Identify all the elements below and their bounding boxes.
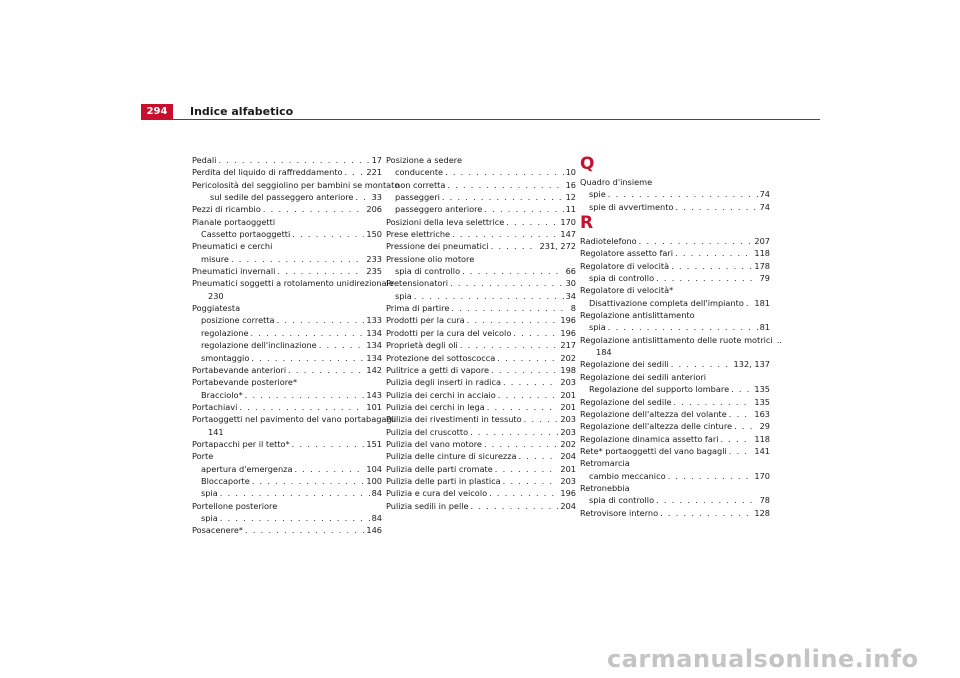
index-entry [386,438,576,450]
dot-leader [639,235,753,247]
index-heading: Pneumatici e cerchi [192,241,273,252]
index-entry-text: Radiotelefono [580,236,637,247]
index-entry [192,203,382,215]
index-heading: Retromarcia [580,458,630,469]
index-heading: Regolatore di velocità* [580,285,674,296]
index-entry [192,265,382,277]
dot-leader [513,327,558,339]
index-entry [192,438,382,450]
dot-leader [484,203,563,215]
index-entry [192,401,382,413]
dot-leader [218,154,369,166]
index-entry-text: Pulizia del vano motore [386,438,482,449]
index-heading: Quadro d'insieme [580,177,653,187]
index-entry-text: Prodotti per la cura [386,315,465,326]
index-entry-page: 196 [560,315,576,326]
index-entry [386,352,576,364]
index-entry [192,314,382,326]
index-entry-page: 141 [754,445,770,456]
index-entry-page: .. [776,334,782,345]
index-entry-page: 204 [560,500,576,511]
index-entry [386,191,576,203]
index-entry-text: Pulizia e cura del veicolo [386,488,488,499]
index-entry-text: sul sedile del passeggero anteriore [210,192,354,203]
dot-leader [495,463,559,475]
index-entry-text: spia [201,512,218,523]
index-entry-text: Pneumatici invernali [192,266,276,277]
page-number: 294 [141,104,173,120]
index-column-2 [386,154,576,512]
index-entry-page: 134 [366,340,382,351]
index-entry-page: 201 [560,401,576,412]
index-heading: Portabevande posteriore* [192,377,298,388]
index-entry [192,389,382,401]
index-entry [192,463,382,475]
index-heading: 184 [596,347,612,358]
index-entry [580,247,770,259]
index-entry-text: Bracciolo* [201,389,243,400]
index-entry [192,166,382,178]
index-entry [386,413,576,425]
index-heading: 230 [208,290,224,301]
index-entry-page: 151 [366,438,382,449]
index-entry [386,475,576,487]
index-entry [192,191,382,203]
index-entry-page: 135 [754,384,770,395]
index-entry-page: 203 [560,426,576,437]
index-entry [580,420,770,432]
index-entry [580,334,782,346]
index-entry-text: spie di avvertimento [589,201,674,212]
index-entry [386,500,576,512]
index-entry-page: 84 [371,488,382,499]
index-heading: Regolazione antislittamento [580,310,695,321]
index-entry-text: passeggero anteriore [395,204,483,215]
index-heading: Pressione olio motore [386,253,475,264]
dot-leader [487,401,559,413]
index-entry-text: Portabevande anteriori [192,364,287,375]
index-entry [386,339,576,351]
index-entry-page: 11 [565,204,576,215]
index-entry-text: Regolazione dei sedili [580,359,669,370]
index-entry-page: 128 [754,507,770,518]
index-entry-page: 202 [560,438,576,449]
index-heading: Pneumatici soggetti a rotolamento unidirezionale [192,278,394,289]
index-heading: Retronebbia [580,482,630,493]
index-entry-text: Prodotti per la cura del veicolo [386,327,512,338]
dot-leader [220,512,370,524]
index-entry [580,321,770,333]
index-entry-page: 78 [759,495,770,506]
index-entry [386,314,576,326]
index-entry-page: 206 [366,204,382,215]
watermark: carmanualsonline.info [607,645,919,673]
index-entry-text: posizione corretta [201,315,275,326]
index-entry-text: Bloccaporte [201,475,250,486]
dot-leader [294,463,364,475]
index-entry [580,494,770,506]
index-entry [386,240,576,252]
index-entry-page: 74 [759,201,770,212]
index-entry-page: 201 [560,463,576,474]
index-entry-text: Cassetto portaoggetti [201,229,291,240]
index-entry [386,450,576,462]
dot-leader [671,260,752,272]
index-entry-page: 8 [570,303,576,314]
dot-leader [484,438,558,450]
index-heading: Portaoggetti nel pavimento del vano portabagagli [192,414,397,425]
index-entry [192,524,382,536]
index-entry-page: 203 [560,377,576,388]
index-entry-page: 66 [565,266,576,277]
index-entry-page: 100 [366,475,382,486]
index-entry-page: 101 [366,401,382,412]
dot-leader [414,290,564,302]
index-entry-page: 84 [371,512,382,523]
index-entry-page: 235 [366,266,382,277]
index-entry-page: 207 [754,236,770,247]
index-entry-text: Protezione del sottoscocca [386,352,496,363]
index-entry-page: 196 [560,488,576,499]
index-column-1 [192,154,400,537]
index-entry-text: spia di controllo [589,495,655,506]
dot-leader [231,253,364,265]
index-entry-text: Pulizia degli inserti in radica [386,377,501,388]
dot-leader [675,247,752,259]
index-entry-text: Regolatore di velocità [580,260,670,271]
index-entry-text: Regolazione antislittamento delle ruote motrici [580,334,773,345]
dot-leader [489,487,558,499]
index-entry [192,512,382,524]
index-entry-text: Pulizia dei rivestimenti in tessuto [386,414,522,425]
index-entry-text: Perdita del liquido di raffreddamento [192,167,343,178]
dot-leader [675,201,757,213]
index-entry-page: 198 [560,364,576,375]
dot-leader [245,389,365,401]
index-entry-text: Disattivazione completa dell'impianto [589,297,744,308]
dot-leader [498,389,559,401]
index-entry-page: 33 [371,192,382,203]
index-entry-text: cambio meccanico [589,470,666,481]
dot-leader [251,352,364,364]
dot-leader [355,191,369,203]
index-entry [386,277,576,289]
index-entry-text: Pulizia del cruscotto [386,426,469,437]
index-entry [192,475,382,487]
index-entry-text: spia di controllo [395,266,461,277]
index-entry-page: 17 [371,155,382,165]
index-entry-text: Pressione dei pneumatici [386,241,489,252]
dot-leader [239,401,364,413]
index-entry-text: Pulizia sedili in pelle [386,500,469,511]
dot-leader [467,314,559,326]
dot-leader [497,352,558,364]
dot-leader [263,203,365,215]
index-entry-text: Regolazione dinamica assetto fari [580,433,719,444]
index-entry-text: Regolazione del sedile [580,396,672,407]
index-entry-page: 118 [754,433,770,444]
index-entry [386,463,576,475]
index-entry-page: 204 [560,451,576,462]
index-entry [386,228,576,240]
dot-leader [345,166,365,178]
index-entry-page: 203 [560,414,576,425]
index-entry-text: Regolazione del supporto lombare [589,384,730,395]
index-entry [580,433,770,445]
dot-leader [518,450,558,462]
index-entry [192,487,382,499]
index-entry-page: 203 [560,475,576,486]
index-entry-text: spia [201,488,218,499]
index-entry-page: 147 [560,229,576,240]
dot-leader [491,240,538,252]
index-entry [386,376,576,388]
page-title: Indice alfabetico [190,105,294,118]
index-entry-text: Prima di partire [386,303,450,314]
dot-leader [731,383,752,395]
index-entry-page: 201 [560,389,576,400]
dot-leader [491,364,558,376]
index-entry [580,260,770,272]
index-entry [386,203,576,215]
index-entry-text: Pezzi di ricambio [192,204,261,215]
dot-leader [292,228,364,240]
index-entry [580,408,770,420]
dot-leader [524,413,559,425]
dot-leader [503,475,559,487]
index-heading: Pericolosità del seggiolino per bambini se montato [192,179,400,190]
index-entry-page: 196 [560,327,576,338]
index-entry [192,327,382,339]
index-entry-text: Prese elettriche [386,229,451,240]
dot-leader [245,524,364,536]
index-entry-page: 170 [754,470,770,481]
index-entry-text: Portachiavi [192,401,238,412]
index-entry-text: Pretensionatori [386,278,449,289]
dot-leader [470,426,558,438]
index-entry [386,401,576,413]
dot-leader [471,500,559,512]
index-entry [386,216,576,228]
index-entry-text: Pedali [192,155,217,165]
index-entry-page: 181 [754,297,770,308]
index-entry [386,290,576,302]
index-entry-text: conducente [395,167,444,178]
index-entry [580,445,770,457]
index-entry-page: 143 [366,389,382,400]
index-entry [386,302,576,314]
index-entry-text: Posacenere* [192,525,244,536]
dot-leader [447,179,563,191]
index-entry [192,154,382,166]
dot-leader [673,396,752,408]
index-entry-page: 104 [366,463,382,474]
index-entry-text: smontaggio [201,352,250,363]
index-entry-page: 74 [759,189,770,200]
dot-leader [460,339,559,351]
index-entry [580,507,770,519]
index-entry-page: 233 [366,253,382,264]
index-heading: Porte [192,451,214,462]
dot-leader [451,302,568,314]
index-entry-text: Posizioni della leva selettrice [386,216,505,227]
index-entry [192,339,382,351]
index-entry-text: Retrovisore interno [580,507,659,518]
index-entry [386,364,576,376]
index-heading: Pianale portaoggetti [192,216,276,227]
index-entry-text: non corretta [395,179,446,190]
index-entry-page: 135 [754,396,770,407]
index-entry [386,265,576,277]
index-entry-page: 12 [565,192,576,203]
index-heading: Posizione a sedere [386,155,462,165]
index-entry [192,364,382,376]
dot-leader [450,277,564,289]
dot-leader [288,364,364,376]
index-entry [580,235,770,247]
index-entry-text: Pulizia delle parti cromate [386,463,493,474]
dot-leader [608,321,758,333]
index-entry-page: 163 [754,408,770,419]
index-entry [386,426,576,438]
index-entry [580,297,770,309]
index-entry-page: 34 [565,290,576,301]
dot-leader [319,339,365,351]
index-entry-text: spie [589,189,606,200]
index-entry-page: 142 [366,364,382,375]
dot-leader [729,445,753,457]
index-entry [192,253,382,265]
index-entry-page: 178 [754,260,770,271]
index-entry [386,179,576,191]
dot-leader [503,376,558,388]
index-entry [580,188,770,200]
index-entry-text: regolazione [201,327,249,338]
index-entry-page: 79 [759,273,770,284]
index-entry-text: passeggeri [395,192,440,203]
index-entry-text: misure [201,253,229,264]
index-entry-page: 134 [366,327,382,338]
index-entry-page: 150 [366,229,382,240]
dot-leader [252,475,365,487]
index-entry [580,383,770,395]
index-entry [386,327,576,339]
dot-leader [656,272,757,284]
index-entry-page: 221 [366,167,382,178]
index-heading: Portellone posteriore [192,500,278,511]
dot-leader [729,408,753,420]
index-entry-page: 134 [366,352,382,363]
dot-leader [720,433,752,445]
index-entry-text: Pulitrice a getti di vapore [386,364,490,375]
index-entry-text: regolazione dell'inclinazione [201,340,317,351]
index-entry-text: Pulizia delle cinture di sicurezza [386,451,517,462]
dot-leader [452,228,558,240]
dot-leader [660,507,752,519]
index-entry [580,201,770,213]
index-entry-page: 81 [759,322,770,333]
index-entry-page: 10 [565,167,576,178]
index-entry [580,358,770,370]
index-entry-page: 231, 272 [539,241,576,252]
index-entry-text: Proprietà degli oli [386,340,458,351]
dot-leader [746,297,753,309]
index-entry-page: 202 [560,352,576,363]
dot-leader [292,438,365,450]
index-heading: Poggiatesta [192,303,241,314]
index-column-3 [580,154,782,519]
index-entry-text: apertura d'emergenza [201,463,293,474]
dot-leader [251,327,365,339]
index-entry-page: 132, 137 [733,359,770,370]
index-entry [192,352,382,364]
dot-leader [608,188,758,200]
index-entry-page: 16 [565,179,576,190]
index-entry-text: Regolazione dell'altezza delle cinture [580,421,733,432]
index-entry [580,272,770,284]
index-entry-text: Rete* portaoggetti del vano bagagli [580,445,727,456]
dot-leader [462,265,563,277]
index-entry-text: Pulizia delle parti in plastica [386,475,501,486]
dot-leader [445,166,564,178]
section-letter: Q [580,154,595,174]
index-entry [386,166,576,178]
index-entry-page: 118 [754,248,770,259]
index-entry [386,389,576,401]
dot-leader [668,470,753,482]
index-entry [580,470,770,482]
dot-leader [671,358,732,370]
dot-leader [506,216,558,228]
index-entry-text: Portapacchi per il tetto* [192,438,290,449]
dot-leader [656,494,757,506]
index-entry-page: 146 [366,525,382,536]
dot-leader [442,191,564,203]
dot-leader [734,420,758,432]
index-entry-text: Pulizia dei cerchi in lega [386,401,485,412]
index-entry-text: spia [589,322,606,333]
index-entry [192,228,382,240]
index-entry [386,487,576,499]
index-entry-page: 217 [560,340,576,351]
index-heading: 141 [208,426,224,437]
header-rule [141,119,820,120]
index-entry-page: 30 [565,278,576,289]
index-entry-text: spia [395,290,412,301]
dot-leader [277,314,365,326]
index-entry-page: 170 [560,216,576,227]
index-entry-text: Regolatore assetto fari [580,248,674,259]
index-entry-text: Regolazione dell'altezza del volante [580,408,727,419]
dot-leader [277,265,364,277]
dot-leader [220,487,370,499]
index-entry-text: spia di controllo [589,273,655,284]
index-entry-page: 29 [759,421,770,432]
index-entry-text: Pulizia dei cerchi in acciaio [386,389,496,400]
section-letter: R [580,213,594,234]
index-heading: Regolazione dei sedili anteriori [580,371,707,382]
index-entry-page: 133 [366,315,382,326]
index-entry [580,396,770,408]
